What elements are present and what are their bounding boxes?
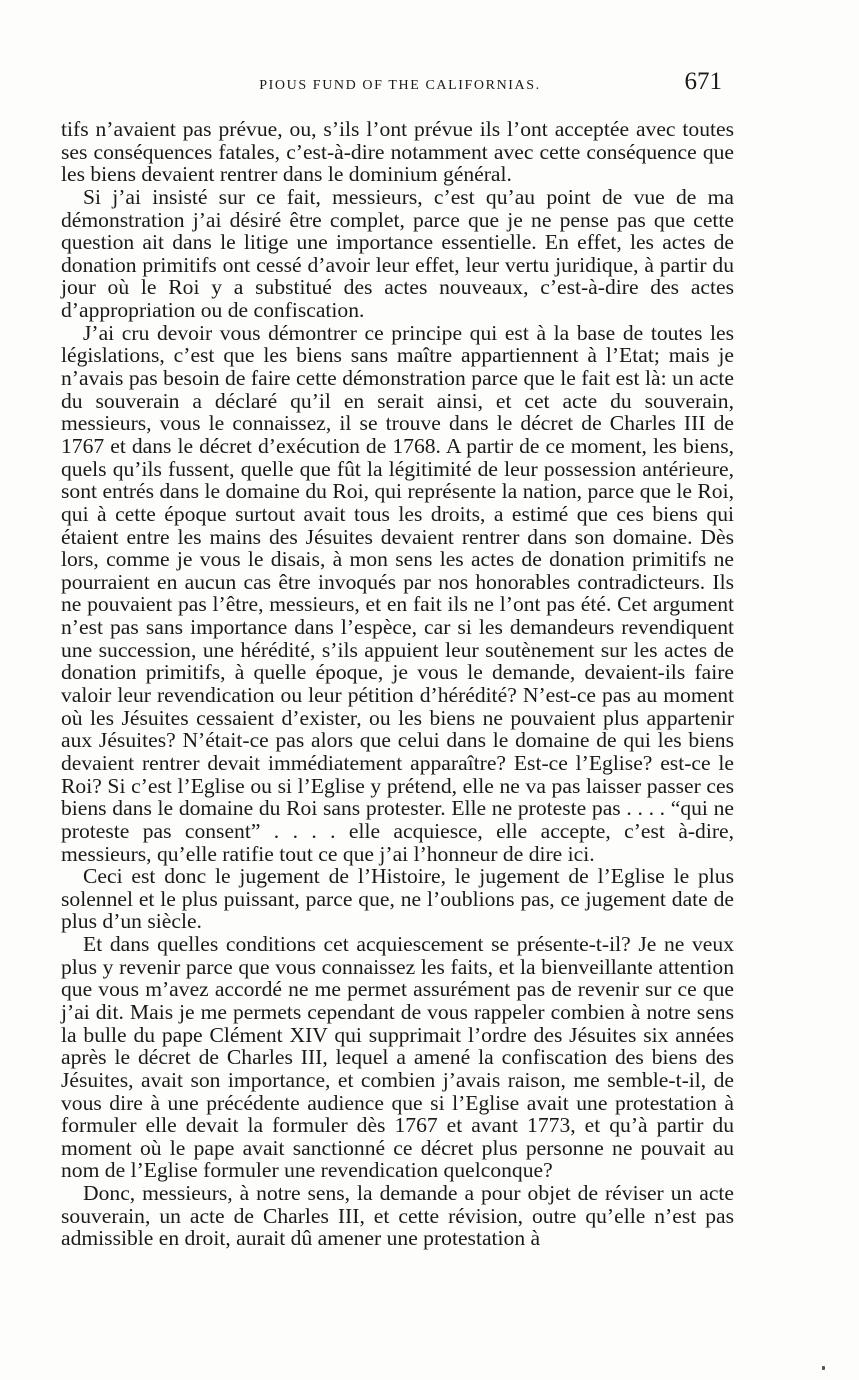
- body-text: [61, 118, 734, 1250]
- paragraph-acquiescence: Et dans quelles conditions cet acquiescement se présente-t-il? Je ne veux plus y revenir parce que vous connaissez les faits, et la bienveillante attention que vous m’avez accordé ne me permet assurément pas de revenir sur ce que j’ai dit. Mais je me permets cependant de vous rappeler combien à notre sens la bulle du pape Clément XIV qui supprimait l’ordre des Jésuites six années après le décret de Charles III, lequel a amené la confiscation des biens des Jésuites, avait son importance, et combien j’avais raison, me semble-t-il, de vous dire à une précédente audience que si l’Eglise avait une protestation à formuler elle devait la formuler dès 1767 et avant 1773, et qu’à partir du moment où le pape avait sanctionné ce décret plus personne ne pouvait au nom de l’Eglise formuler une revendication quelconque?: [61, 932, 734, 1183]
- paragraph-principle: J’ai cru devoir vous démontrer ce principe qui est à la base de toutes les législations, c’est que les biens sans maître appartiennent à l’Etat; mais je n’avais pas besoin de faire cette démonstration parce que le fait est là: un acte du souverain a déclaré qu’il en serait ainsi, et cet acte du souverain, messieurs, vous le connaissez, il se trouve dans le décret de Charles III de 1767 et dans le décret d’exécution de 1768. A partir de ce moment, les biens, quels qu’ils fussent, quelle que fût la légitimité de leur possession antérieure, sont entrés dans le domaine du Roi, qui représente la nation, parce que le Roi, qui à cette époque surtout avait tous les droits, a estimé que ces biens qui étaient entre les mains des Jésuites devaient rentrer dans son domaine. Dès lors, comme je vous le disais, à mon sens les actes de donation primitifs ne pourraient en aucun cas être invoqués par nos honorables contradicteurs. Ils ne pouvaient pas l’être, messieurs, et en fait ils ne l’ont pas été. Cet argument n’est pas sans importance dans l’espèce, car si les demandeurs revendiquent une succession, une hérédité, s’ils appuient leur soutènement sur les actes de donation primitifs, à quelle époque, je vous le demande, devaient-ils faire valoir leur revendication ou leur pétition d’hérédité? N’est-ce pas au moment où les Jésuites cessaient d’exister, ou les biens ne pouvaient plus appartenir aux Jésuites? N’était-ce pas alors que celui dans le domaine de qui les biens devaient rentrer devait immédiatement apparaître? Est-ce l’Eglise? est-ce le Roi? Si c’est l’Eglise ou si l’Eglise y prétend, elle ne va pas laisser passer ces biens dans le domaine du Roi sans protester. Elle ne proteste pas . . . . “qui ne proteste pas consent” . . . . elle acquiesce, elle accepte, c’est à-dire, messieurs, qu’elle ratifie tout ce que j’ai l’honneur de dire ici.: [61, 320, 734, 866]
- paragraph-conclusion: Donc, messieurs, à notre sens, la demande a pour objet de réviser un acte souverain, un acte de Charles III, et cette révision, outre qu’elle n’est pas admissible en droit, aurait dû amener une protestation à: [61, 1181, 734, 1251]
- running-head: [60, 68, 740, 102]
- paragraph-continuation: tifs n’avaient pas prévue, ou, s’ils l’ont prévue ils l’ont acceptée avec toutes ses conséquences fatales, c’est-à-dire notamment avec cette conséquence que les biens devaient rentrer dans le dominium général.: [61, 117, 734, 187]
- running-title: PIOUS FUND OF THE CALIFORNIAS.: [259, 78, 541, 93]
- page-number: 671: [684, 68, 722, 95]
- paragraph-insistence: Si j’ai insisté sur ce fait, messieurs, c’est qu’au point de vue de ma démonstration j’ai désiré être complet, parce que je ne pense pas que cette question ait dans le litige une importance essentielle. En effet, les actes de donation primitifs ont cessé d’avoir leur effet, leur vertu juridique, à partir du jour où le Roi y a substitué des actes nouveaux, c’est-à-dire des actes d’appropriation ou de confiscation.: [61, 184, 734, 323]
- print-speck: [822, 1366, 825, 1370]
- paragraph-judgment: Ceci est donc le jugement de l’Histoire, le jugement de l’Eglise le plus solennel et le plus puissant, parce que, ne l’oublions pas, ce jugement date de plus d’un siècle.: [61, 864, 734, 934]
